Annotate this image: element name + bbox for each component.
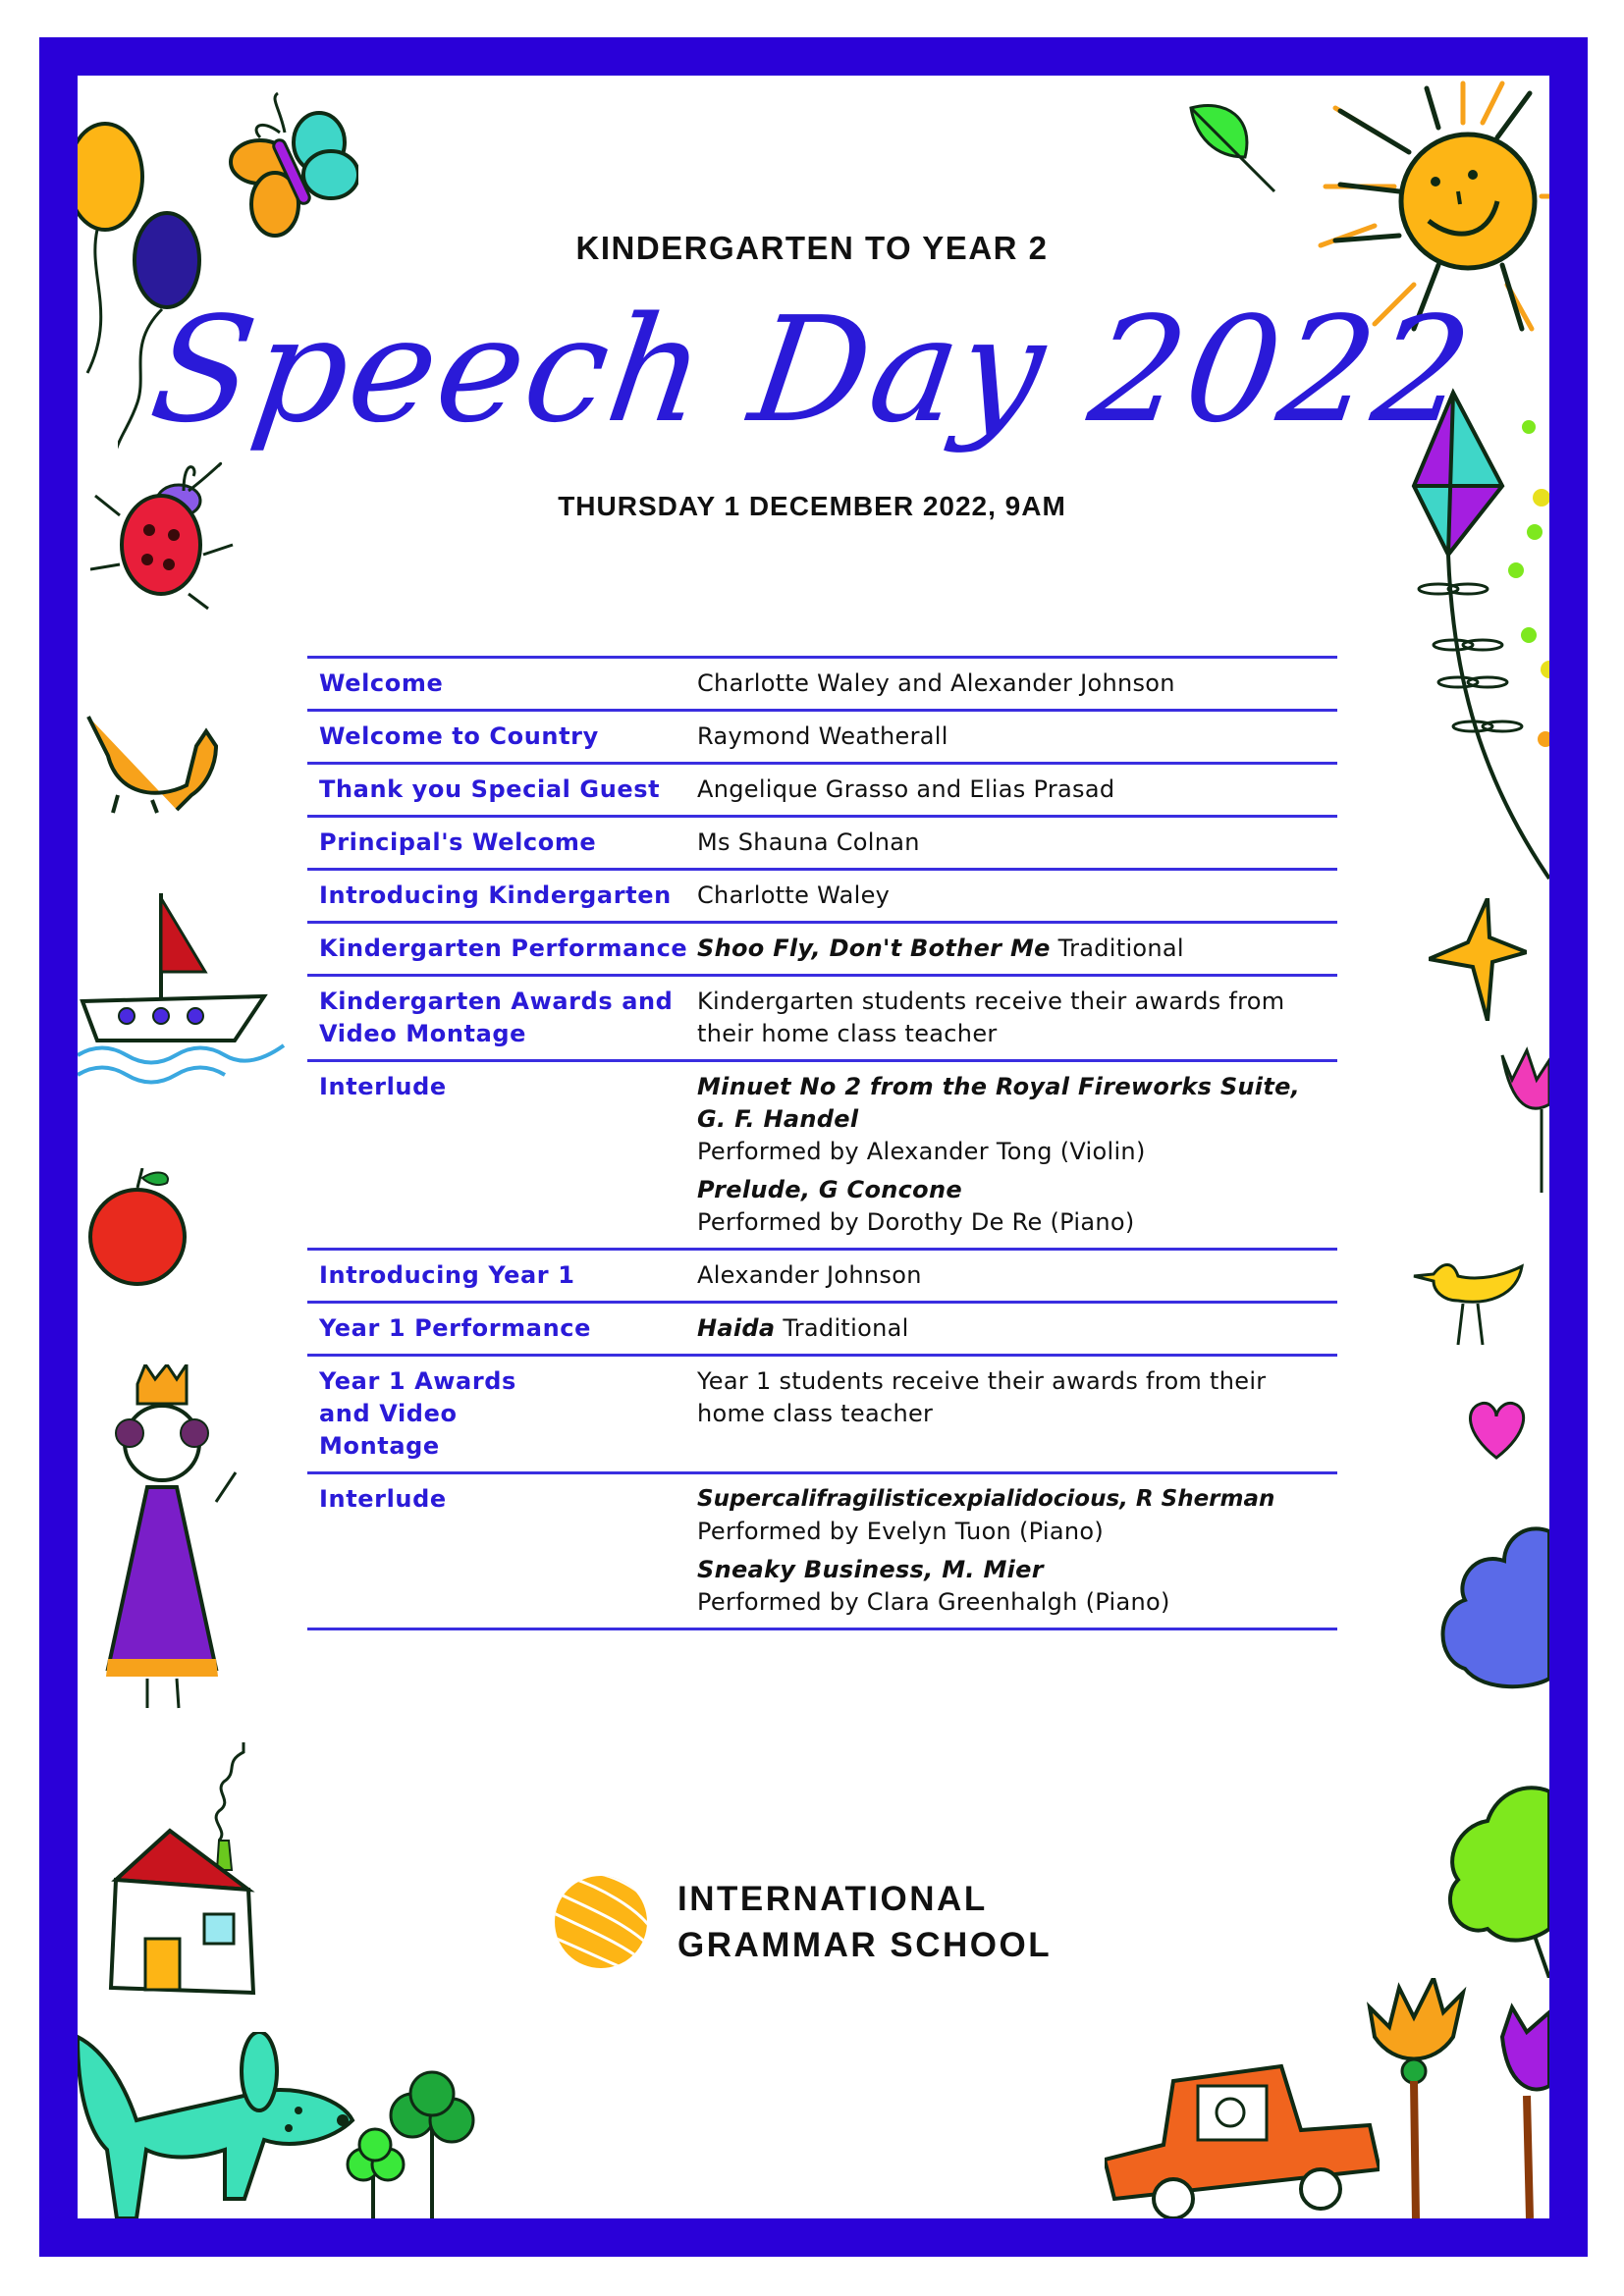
program-table [307, 656, 1337, 1630]
program-row [307, 765, 1337, 818]
program-value-text: Raymond Weatherall [697, 722, 948, 750]
interlude-piece [697, 1483, 1337, 1548]
piece-performer: Performed by Dorothy De Re (Piano) [697, 1208, 1135, 1236]
program-item-label: Year 1 Awards and Video Montage [319, 1367, 516, 1460]
program-item-value [697, 1259, 1337, 1292]
tulip-icon [1483, 1045, 1549, 1193]
ladybug-icon [90, 437, 238, 614]
program-row [307, 977, 1337, 1062]
program-row [307, 871, 1337, 924]
program-row [307, 1474, 1337, 1630]
piece-performer: Performed by Clara Greenhalgh (Piano) [697, 1588, 1170, 1616]
event-subtitle: KINDERGARTEN TO YEAR 2 [575, 230, 1049, 266]
house-icon [106, 1742, 268, 2002]
heart-icon [1465, 1399, 1529, 1463]
clover-icon [334, 2066, 481, 2218]
school-name-line1: INTERNATIONAL [677, 1880, 988, 1918]
program-row [307, 924, 1337, 977]
school-logo [552, 1873, 1052, 1971]
car-icon [1105, 2061, 1380, 2218]
program-value-text: Charlotte Waley [697, 881, 891, 909]
school-name-line2: GRAMMAR SCHOOL [677, 1926, 1053, 1964]
program-item-value [697, 1071, 1337, 1239]
interlude-piece [697, 1554, 1337, 1619]
program-item-value [697, 721, 1337, 753]
piece-performer: Performed by Alexander Tong (Violin) [697, 1138, 1146, 1165]
program-item-label: Year 1 Performance [319, 1314, 591, 1342]
tree-icon [1429, 1782, 1549, 1978]
program-value-text: Angelique Grasso and Elias Prasad [697, 775, 1115, 803]
piece-title: Sneaky Business, M. Mier [697, 1556, 1044, 1583]
program-row [307, 659, 1337, 712]
piece-title: Prelude, G Concone [697, 1176, 962, 1203]
interlude-piece [697, 1174, 1337, 1239]
program-item-value [697, 827, 1337, 859]
program-item-value [697, 986, 1337, 1050]
program-row [307, 818, 1337, 871]
piece-title: Shoo Fly, Don't Bother Me [697, 934, 1051, 962]
piece-composer: Traditional [775, 1314, 909, 1342]
event-date: THURSDAY 1 DECEMBER 2022, 9AM [558, 491, 1066, 521]
princess-icon [88, 1364, 245, 1728]
leaf-icon [1186, 98, 1279, 196]
cat-icon [79, 707, 226, 815]
piece-composer: Traditional [1050, 934, 1184, 962]
program-item-label: Principal's Welcome [319, 828, 597, 856]
program-item-label: Welcome to Country [319, 722, 599, 750]
program-item-label: Thank you Special Guest [319, 775, 661, 803]
program-value-text: Kindergarten students receive their awards from their home class teacher [697, 988, 1285, 1047]
boat-icon [78, 883, 289, 1090]
kite-icon [1375, 388, 1549, 898]
program-row [307, 1357, 1337, 1474]
program-item-label: Kindergarten Performance [319, 934, 688, 962]
program-item-label: Welcome [319, 669, 444, 697]
butterfly-icon [221, 88, 358, 245]
program-item-label: Kindergarten Awards and Video Montage [319, 988, 674, 1047]
program-item-label: Interlude [319, 1485, 447, 1513]
program-row [307, 1251, 1337, 1304]
program-value-text: Alexander Johnson [697, 1261, 922, 1289]
piece-title: Supercalifragilisticexpialidocious, R Sherman [697, 1486, 1275, 1512]
program-item-value [697, 933, 1337, 965]
program-value-text: Year 1 students receive their awards from their home class teacher [697, 1367, 1267, 1427]
program-item-value [697, 1312, 1337, 1345]
program-item-value [697, 1365, 1337, 1463]
program-item-value [697, 774, 1337, 806]
program-row [307, 1062, 1337, 1251]
star-icon [1429, 898, 1527, 1021]
program-item-label: Introducing Year 1 [319, 1261, 575, 1289]
bird-icon [1409, 1256, 1527, 1355]
piece-title: Minuet No 2 from the Royal Fireworks Suite, G. F. Handel [697, 1073, 1301, 1133]
program-item-value [697, 880, 1337, 912]
program-item-label: Interlude [319, 1073, 447, 1100]
program-item-value [697, 1483, 1337, 1619]
program-value-text: Ms Shauna Colnan [697, 828, 920, 856]
piece-title: Haida [697, 1314, 776, 1342]
program-row [307, 1304, 1337, 1357]
interlude-piece [697, 1071, 1337, 1168]
dog-icon [78, 2032, 362, 2218]
piece-performer: Performed by Evelyn Tuon (Piano) [697, 1518, 1105, 1545]
page-title: Speech Day 2022 [141, 286, 1483, 454]
program-item-label: Introducing Kindergarten [319, 881, 672, 909]
apple-icon [83, 1168, 196, 1286]
program-item-value [697, 667, 1337, 700]
program-value-text: Charlotte Waley and Alexander Johnson [697, 669, 1175, 697]
program-row [307, 712, 1337, 765]
school-name [677, 1876, 1052, 1968]
flower-icon [1355, 1978, 1549, 2218]
striped-globe-icon [552, 1873, 650, 1971]
cloud-icon [1435, 1522, 1549, 1693]
